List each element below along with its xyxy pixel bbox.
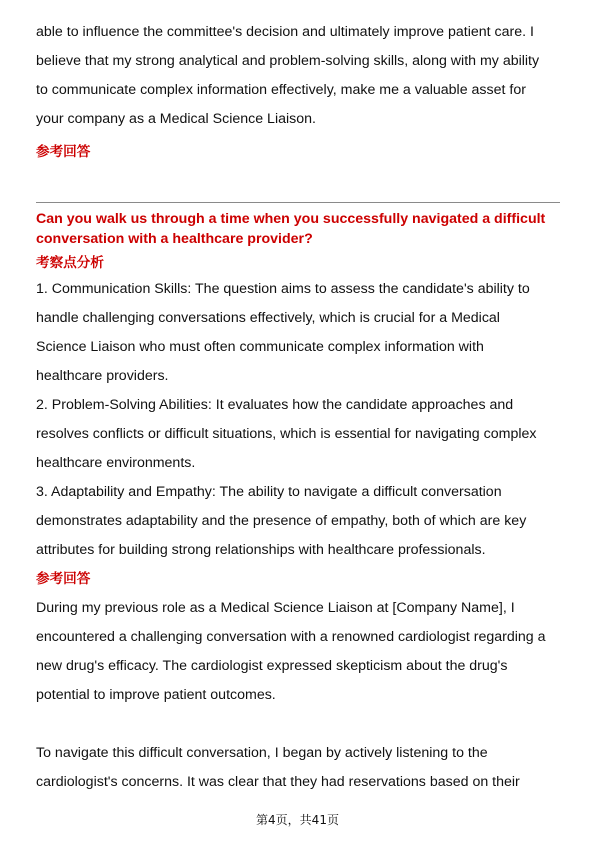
question-line: conversation with a healthcare provider? bbox=[36, 231, 313, 247]
question-heading bbox=[36, 209, 560, 249]
text-line: cardiologist's concerns. It was clear that they had reservations based on their bbox=[36, 774, 520, 790]
paragraph-gap bbox=[36, 710, 560, 739]
analysis-label: 考察点分析 bbox=[36, 255, 104, 271]
text-line: handle challenging conversations effectively, which is crucial for a Medical bbox=[36, 310, 500, 326]
text-line: potential to improve patient outcomes. bbox=[36, 687, 276, 703]
text-line: to communicate complex information effectively, make me a valuable asset for bbox=[36, 82, 526, 98]
page-content bbox=[36, 18, 560, 797]
reference-answer-label: 参考回答 bbox=[36, 144, 91, 160]
analysis-list bbox=[36, 275, 560, 565]
text-line: able to influence the committee's decision and ultimately improve patient care. I bbox=[36, 24, 534, 40]
text-line: resolves conflicts or difficult situations, which is essential for navigating complex bbox=[36, 426, 537, 442]
text-line: new drug's efficacy. The cardiologist expressed skepticism about the drug's bbox=[36, 658, 508, 674]
text-line: your company as a Medical Science Liaison. bbox=[36, 111, 316, 127]
question-line: Can you walk us through a time when you successfully navigated a difficult bbox=[36, 211, 546, 227]
text-line: During my previous role as a Medical Science Liaison at [Company Name], I bbox=[36, 600, 515, 616]
reference-answer-label: 参考回答 bbox=[36, 571, 91, 587]
section-divider bbox=[36, 202, 560, 203]
text-line: 2. Problem-Solving Abilities: It evaluates how the candidate approaches and bbox=[36, 397, 514, 413]
text-line: healthcare environments. bbox=[36, 455, 196, 471]
text-line: 1. Communication Skills: The question aims to assess the candidate's ability to bbox=[36, 281, 530, 297]
page-number-footer: 第4页，共41页 bbox=[256, 813, 339, 827]
text-line: attributes for building strong relationships with healthcare professionals. bbox=[36, 542, 486, 558]
text-line: Science Liaison who must often communicate complex information with bbox=[36, 339, 484, 355]
text-line: believe that my strong analytical and problem-solving skills, along with my ability bbox=[36, 53, 540, 69]
answer-paragraph bbox=[36, 739, 560, 797]
text-line: To navigate this difficult conversation, I began by actively listening to the bbox=[36, 745, 488, 761]
text-line: demonstrates adaptability and the presence of empathy, both of which are key bbox=[36, 513, 527, 529]
text-line: encountered a challenging conversation with a renowned cardiologist regarding a bbox=[36, 629, 546, 645]
intro-paragraph bbox=[36, 18, 560, 134]
text-line: 3. Adaptability and Empathy: The ability to navigate a difficult conversation bbox=[36, 484, 502, 500]
text-line: healthcare providers. bbox=[36, 368, 169, 384]
answer-paragraph bbox=[36, 594, 560, 710]
